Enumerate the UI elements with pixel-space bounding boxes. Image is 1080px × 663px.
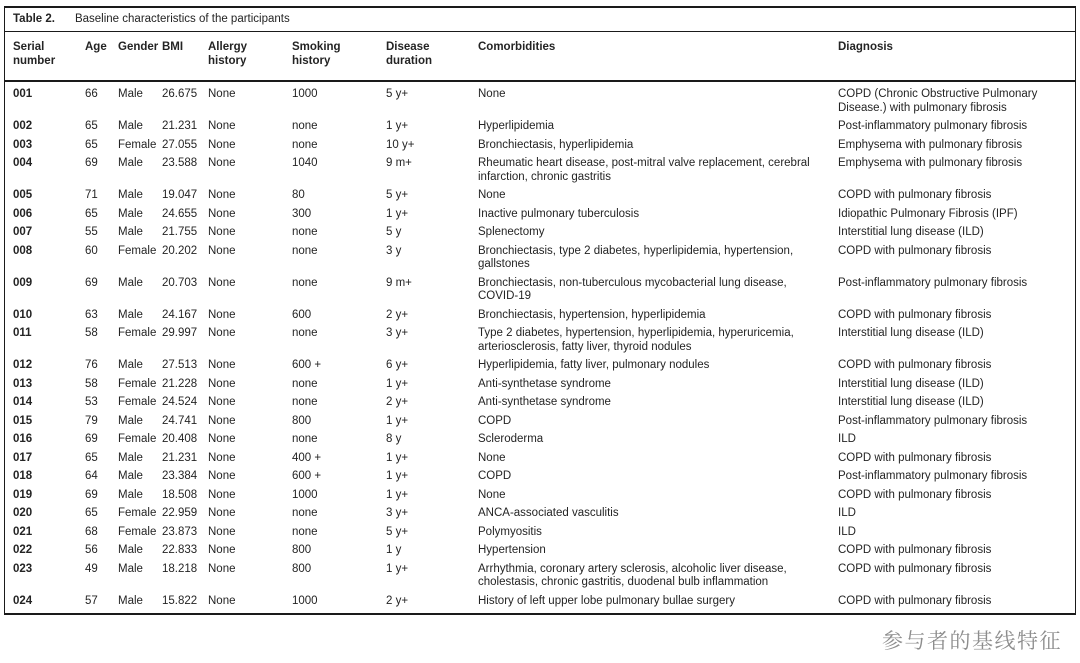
table-row bbox=[5, 412, 1075, 431]
baseline-characteristics-table bbox=[4, 6, 1076, 615]
cell-smoking-history: none bbox=[292, 276, 318, 289]
cell-allergy-history: None bbox=[208, 327, 236, 339]
cell-age: 68 bbox=[85, 525, 98, 538]
cell-bmi: 24.167 bbox=[162, 308, 198, 321]
cell-allergy-history: None bbox=[208, 507, 236, 519]
cell-disease-duration: 3 y bbox=[386, 244, 402, 257]
cell-disease-duration: 9 m+ bbox=[386, 276, 412, 289]
cell-gender: Male bbox=[118, 414, 143, 427]
cell-bmi: 23.873 bbox=[162, 525, 198, 538]
cell-disease-duration: 5 y+ bbox=[386, 525, 409, 538]
cell-diagnosis: Emphysema with pulmonary fibrosis bbox=[838, 138, 1023, 151]
cell-bmi: 20.408 bbox=[162, 433, 198, 445]
table-row bbox=[5, 187, 1075, 206]
cell-age: 65 bbox=[85, 451, 98, 464]
cell-disease-duration: 10 y+ bbox=[386, 138, 415, 151]
header-row bbox=[5, 32, 1075, 81]
cell-allergy-history: None bbox=[208, 470, 236, 482]
cell-bmi: 24.741 bbox=[162, 414, 198, 427]
cell-comorbidities: Type 2 diabetes, hypertension, hyperlipidemia, hyperuricemia, arteriosclerosis, fatty liver, thyroid nodules bbox=[478, 327, 794, 353]
cell-age: 65 bbox=[85, 207, 98, 220]
cell-serial-number: 024 bbox=[13, 594, 33, 607]
cell-allergy-history: None bbox=[208, 120, 236, 132]
cell-disease-duration: 6 y+ bbox=[386, 359, 409, 371]
column-header-serial-number: Serial number bbox=[5, 32, 85, 81]
cell-gender: Male bbox=[118, 308, 143, 321]
table-row bbox=[5, 375, 1075, 394]
cell-disease-duration: 3 y+ bbox=[386, 507, 409, 519]
table-row bbox=[5, 306, 1075, 325]
cell-age: 79 bbox=[85, 414, 98, 427]
cell-comorbidities: Bronchiectasis, type 2 diabetes, hyperlipidemia, hypertension, gallstones bbox=[478, 244, 794, 270]
cell-disease-duration: 1 y+ bbox=[386, 470, 409, 482]
cell-diagnosis: COPD with pulmonary fibrosis bbox=[838, 594, 992, 607]
cell-bmi: 29.997 bbox=[162, 327, 198, 339]
cell-smoking-history: 800 bbox=[292, 562, 312, 575]
cell-serial-number: 021 bbox=[13, 525, 33, 538]
cell-diagnosis: COPD with pulmonary fibrosis bbox=[838, 488, 992, 501]
cell-comorbidities: Anti-synthetase syndrome bbox=[478, 377, 611, 390]
cell-diagnosis: COPD with pulmonary fibrosis bbox=[838, 308, 992, 321]
cell-comorbidities: Rheumatic heart disease, post-mitral valve replacement, cerebral infarction, chronic gastritis bbox=[478, 157, 810, 183]
cell-smoking-history: 800 bbox=[292, 414, 312, 427]
cell-age: 63 bbox=[85, 308, 98, 321]
cell-age: 58 bbox=[85, 377, 98, 390]
cell-age: 76 bbox=[85, 359, 98, 371]
table-title: Baseline characteristics of the participants bbox=[74, 13, 290, 25]
cell-serial-number: 013 bbox=[13, 377, 33, 390]
cell-bmi: 21.228 bbox=[162, 377, 198, 390]
cell-allergy-history: None bbox=[208, 525, 236, 538]
cell-bmi: 27.513 bbox=[162, 359, 198, 371]
cell-allergy-history: None bbox=[208, 207, 236, 220]
cell-disease-duration: 1 y+ bbox=[386, 562, 409, 575]
cell-serial-number: 007 bbox=[13, 226, 33, 238]
cell-smoking-history: none bbox=[292, 244, 318, 257]
cell-disease-duration: 5 y+ bbox=[386, 88, 409, 100]
cell-bmi: 21.231 bbox=[162, 120, 198, 132]
cell-gender: Female bbox=[118, 396, 157, 408]
cell-gender: Male bbox=[118, 88, 143, 100]
cell-comorbidities: None bbox=[478, 451, 506, 464]
table-row bbox=[5, 205, 1075, 224]
cell-serial-number: 003 bbox=[13, 138, 33, 151]
cell-allergy-history: None bbox=[208, 88, 236, 100]
cell-disease-duration: 1 y+ bbox=[386, 377, 409, 390]
cell-gender: Male bbox=[118, 120, 143, 132]
cell-smoking-history: none bbox=[292, 396, 318, 408]
cell-serial-number: 011 bbox=[13, 327, 32, 339]
column-header-age: Age bbox=[85, 32, 118, 81]
cell-age: 69 bbox=[85, 276, 98, 289]
cell-serial-number: 017 bbox=[13, 451, 33, 464]
cell-serial-number: 020 bbox=[13, 507, 33, 519]
table-row bbox=[5, 449, 1075, 468]
cell-diagnosis: COPD with pulmonary fibrosis bbox=[838, 544, 992, 556]
cell-allergy-history: None bbox=[208, 396, 236, 408]
cell-age: 69 bbox=[85, 157, 98, 169]
cell-age: 65 bbox=[85, 507, 98, 519]
cell-serial-number: 008 bbox=[13, 244, 33, 257]
cell-bmi: 18.218 bbox=[162, 562, 198, 575]
cell-comorbidities: COPD bbox=[478, 414, 512, 427]
cell-comorbidities: COPD bbox=[478, 470, 512, 482]
cell-comorbidities: None bbox=[478, 488, 506, 501]
table-row bbox=[5, 136, 1075, 155]
cell-serial-number: 014 bbox=[13, 396, 33, 408]
cell-age: 55 bbox=[85, 226, 98, 238]
cell-diagnosis: ILD bbox=[838, 507, 856, 519]
cell-gender: Male bbox=[118, 451, 143, 464]
cell-serial-number: 004 bbox=[13, 157, 33, 169]
cell-bmi: 23.384 bbox=[162, 470, 198, 482]
cell-diagnosis: Interstitial lung disease (ILD) bbox=[838, 327, 984, 339]
cell-bmi: 21.231 bbox=[162, 451, 198, 464]
cell-gender: Male bbox=[118, 157, 143, 169]
cell-serial-number: 006 bbox=[13, 207, 33, 220]
table-row bbox=[5, 242, 1075, 274]
cell-allergy-history: None bbox=[208, 377, 236, 390]
cell-comorbidities: Arrhythmia, coronary artery sclerosis, alcoholic liver disease, cholestasis, chronic gastritis, duodenal bulb inflammation bbox=[478, 562, 787, 588]
cell-allergy-history: None bbox=[208, 276, 236, 289]
cell-diagnosis: COPD with pulmonary fibrosis bbox=[838, 562, 992, 575]
cell-bmi: 19.047 bbox=[162, 189, 198, 201]
cell-age: 57 bbox=[85, 594, 98, 607]
cell-disease-duration: 1 y+ bbox=[386, 488, 409, 501]
cell-comorbidities: None bbox=[478, 88, 506, 100]
cell-smoking-history: 800 bbox=[292, 544, 312, 556]
table-row bbox=[5, 486, 1075, 505]
cell-gender: Male bbox=[118, 207, 143, 220]
cell-gender: Male bbox=[118, 226, 143, 238]
cell-diagnosis: Post-inflammatory pulmonary fibrosis bbox=[838, 276, 1028, 289]
cell-comorbidities: Polymyositis bbox=[478, 525, 542, 538]
cell-gender: Male bbox=[118, 470, 143, 482]
cell-diagnosis: Post-inflammatory pulmonary fibrosis bbox=[838, 120, 1028, 132]
cell-comorbidities: Bronchiectasis, non-tuberculous mycobacterial lung disease, COVID-19 bbox=[478, 276, 787, 302]
cell-age: 65 bbox=[85, 120, 98, 132]
cell-disease-duration: 1 y+ bbox=[386, 120, 409, 132]
cell-bmi: 20.703 bbox=[162, 276, 198, 289]
cell-smoking-history: 600 bbox=[292, 308, 312, 321]
cell-gender: Male bbox=[118, 488, 143, 501]
cell-comorbidities: Hyperlipidemia bbox=[478, 120, 555, 132]
cell-allergy-history: None bbox=[208, 488, 236, 501]
cell-disease-duration: 2 y+ bbox=[386, 594, 409, 607]
cell-allergy-history: None bbox=[208, 244, 236, 257]
cell-age: 53 bbox=[85, 396, 98, 408]
cell-diagnosis: COPD with pulmonary fibrosis bbox=[838, 359, 992, 371]
cell-disease-duration: 2 y+ bbox=[386, 308, 409, 321]
cell-age: 56 bbox=[85, 544, 98, 556]
cell-disease-duration: 3 y+ bbox=[386, 327, 409, 339]
column-header-gender: Gender bbox=[118, 32, 162, 81]
cell-smoking-history: none bbox=[292, 226, 318, 238]
cell-serial-number: 001 bbox=[13, 88, 33, 100]
chinese-caption: 参与者的基线特征 bbox=[882, 630, 1062, 653]
cell-diagnosis: Interstitial lung disease (ILD) bbox=[838, 377, 984, 390]
cell-allergy-history: None bbox=[208, 189, 236, 201]
cell-allergy-history: None bbox=[208, 308, 236, 321]
cell-disease-duration: 1 y bbox=[386, 544, 402, 556]
cell-bmi: 22.833 bbox=[162, 544, 198, 556]
table-row bbox=[5, 431, 1075, 450]
cell-serial-number: 016 bbox=[13, 433, 33, 445]
table-row bbox=[5, 274, 1075, 306]
column-header-smoking-history: Smoking history bbox=[292, 32, 386, 81]
cell-diagnosis: Interstitial lung disease (ILD) bbox=[838, 396, 984, 408]
table-row bbox=[5, 394, 1075, 413]
cell-allergy-history: None bbox=[208, 451, 236, 464]
cell-smoking-history: 1000 bbox=[292, 88, 318, 100]
cell-serial-number: 019 bbox=[13, 488, 33, 501]
cell-smoking-history: 1000 bbox=[292, 594, 318, 607]
cell-smoking-history: none bbox=[292, 433, 318, 445]
cell-allergy-history: None bbox=[208, 138, 236, 151]
cell-diagnosis: ILD bbox=[838, 525, 856, 538]
cell-serial-number: 002 bbox=[13, 120, 33, 132]
cell-allergy-history: None bbox=[208, 359, 236, 371]
cell-comorbidities: None bbox=[478, 189, 506, 201]
table-row bbox=[5, 357, 1075, 376]
cell-gender: Male bbox=[118, 189, 143, 201]
cell-smoking-history: none bbox=[292, 507, 318, 519]
cell-diagnosis: Emphysema with pulmonary fibrosis bbox=[838, 157, 1023, 169]
cell-allergy-history: None bbox=[208, 562, 236, 575]
table-row bbox=[5, 224, 1075, 243]
cell-age: 64 bbox=[85, 470, 98, 482]
cell-allergy-history: None bbox=[208, 226, 236, 238]
cell-diagnosis: Post-inflammatory pulmonary fibrosis bbox=[838, 470, 1028, 482]
cell-age: 71 bbox=[85, 189, 98, 201]
cell-bmi: 27.055 bbox=[162, 138, 198, 151]
data-table bbox=[5, 32, 1075, 613]
cell-smoking-history: none bbox=[292, 377, 318, 390]
cell-allergy-history: None bbox=[208, 433, 236, 445]
cell-smoking-history: 600 + bbox=[292, 359, 322, 371]
table-row bbox=[5, 592, 1075, 613]
cell-comorbidities: Hypertension bbox=[478, 544, 546, 556]
cell-comorbidities: Scleroderma bbox=[478, 433, 544, 445]
cell-disease-duration: 8 y bbox=[386, 433, 402, 445]
cell-serial-number: 015 bbox=[13, 414, 33, 427]
cell-serial-number: 022 bbox=[13, 544, 33, 556]
column-header-diagnosis: Diagnosis bbox=[838, 32, 1075, 81]
cell-smoking-history: 400 + bbox=[292, 451, 322, 464]
cell-serial-number: 023 bbox=[13, 562, 33, 575]
table-title-row bbox=[5, 8, 1075, 32]
table-row bbox=[5, 523, 1075, 542]
cell-serial-number: 010 bbox=[13, 308, 33, 321]
cell-diagnosis: Post-inflammatory pulmonary fibrosis bbox=[838, 414, 1028, 427]
cell-allergy-history: None bbox=[208, 157, 236, 169]
cell-age: 60 bbox=[85, 244, 98, 257]
cell-bmi: 18.508 bbox=[162, 488, 198, 501]
cell-comorbidities: Anti-synthetase syndrome bbox=[478, 396, 611, 408]
cell-gender: Male bbox=[118, 594, 143, 607]
cell-disease-duration: 1 y+ bbox=[386, 451, 409, 464]
column-header-disease-duration: Disease duration bbox=[386, 32, 478, 81]
cell-comorbidities: Bronchiectasis, hypertension, hyperlipidemia bbox=[478, 308, 706, 321]
cell-comorbidities: Bronchiectasis, hyperlipidemia bbox=[478, 138, 634, 151]
cell-allergy-history: None bbox=[208, 544, 236, 556]
cell-disease-duration: 5 y bbox=[386, 226, 402, 238]
cell-age: 66 bbox=[85, 88, 98, 100]
cell-age: 65 bbox=[85, 138, 98, 151]
column-header-bmi: BMI bbox=[162, 32, 208, 81]
cell-bmi: 20.202 bbox=[162, 244, 198, 257]
cell-diagnosis: COPD with pulmonary fibrosis bbox=[838, 189, 992, 201]
cell-gender: Female bbox=[118, 244, 157, 257]
cell-diagnosis: ILD bbox=[838, 433, 856, 445]
cell-allergy-history: None bbox=[208, 414, 236, 427]
cell-diagnosis: COPD with pulmonary fibrosis bbox=[838, 244, 992, 257]
cell-bmi: 23.588 bbox=[162, 157, 198, 169]
table-row bbox=[5, 505, 1075, 524]
table-row bbox=[5, 155, 1075, 187]
cell-comorbidities: Inactive pulmonary tuberculosis bbox=[478, 207, 640, 220]
cell-gender: Male bbox=[118, 276, 143, 289]
cell-gender: Female bbox=[118, 525, 157, 538]
cell-bmi: 22.959 bbox=[162, 507, 198, 519]
cell-gender: Male bbox=[118, 544, 143, 556]
table-row bbox=[5, 118, 1075, 137]
cell-gender: Female bbox=[118, 377, 157, 390]
cell-smoking-history: none bbox=[292, 525, 318, 538]
cell-serial-number: 018 bbox=[13, 470, 33, 482]
cell-serial-number: 005 bbox=[13, 189, 33, 201]
table-body bbox=[5, 81, 1075, 613]
cell-gender: Male bbox=[118, 359, 143, 371]
cell-age: 49 bbox=[85, 562, 98, 575]
cell-disease-duration: 9 m+ bbox=[386, 157, 412, 169]
cell-disease-duration: 2 y+ bbox=[386, 396, 409, 408]
cell-gender: Male bbox=[118, 562, 143, 575]
column-header-comorbidities: Comorbidities bbox=[478, 32, 838, 81]
cell-disease-duration: 5 y+ bbox=[386, 189, 409, 201]
cell-diagnosis: COPD (Chronic Obstructive Pulmonary Disease.) with pulmonary fibrosis bbox=[838, 88, 1038, 114]
table-number-label: Table 2. bbox=[13, 13, 55, 25]
cell-gender: Female bbox=[118, 507, 157, 519]
cell-comorbidities: ANCA-associated vasculitis bbox=[478, 507, 619, 519]
cell-diagnosis: COPD with pulmonary fibrosis bbox=[838, 451, 992, 464]
cell-bmi: 24.524 bbox=[162, 396, 198, 408]
column-header-allergy-history: Allergy history bbox=[208, 32, 292, 81]
cell-serial-number: 009 bbox=[13, 276, 33, 289]
cell-age: 69 bbox=[85, 488, 98, 501]
cell-age: 69 bbox=[85, 433, 98, 445]
cell-comorbidities: Hyperlipidemia, fatty liver, pulmonary nodules bbox=[478, 359, 710, 371]
cell-bmi: 26.675 bbox=[162, 88, 198, 100]
cell-smoking-history: none bbox=[292, 120, 318, 132]
cell-smoking-history: 80 bbox=[292, 189, 305, 201]
cell-smoking-history: 1040 bbox=[292, 157, 318, 169]
cell-age: 58 bbox=[85, 327, 98, 339]
cell-smoking-history: none bbox=[292, 327, 318, 339]
cell-bmi: 24.655 bbox=[162, 207, 198, 220]
cell-disease-duration: 1 y+ bbox=[386, 414, 409, 427]
cell-diagnosis: Idiopathic Pulmonary Fibrosis (IPF) bbox=[838, 207, 1018, 220]
cell-bmi: 21.755 bbox=[162, 226, 198, 238]
cell-allergy-history: None bbox=[208, 594, 236, 607]
table-row bbox=[5, 560, 1075, 592]
table-row bbox=[5, 325, 1075, 357]
cell-disease-duration: 1 y+ bbox=[386, 207, 409, 220]
cell-serial-number: 012 bbox=[13, 359, 33, 371]
cell-smoking-history: 600 + bbox=[292, 470, 322, 482]
cell-smoking-history: 1000 bbox=[292, 488, 318, 501]
cell-smoking-history: 300 bbox=[292, 207, 312, 220]
cell-gender: Female bbox=[118, 433, 157, 445]
cell-comorbidities: Splenectomy bbox=[478, 226, 545, 238]
cell-smoking-history: none bbox=[292, 138, 318, 151]
table-row bbox=[5, 542, 1075, 561]
table-row bbox=[5, 468, 1075, 487]
cell-gender: Female bbox=[118, 327, 157, 339]
cell-comorbidities: History of left upper lobe pulmonary bullae surgery bbox=[478, 594, 735, 607]
table-row bbox=[5, 81, 1075, 118]
cell-bmi: 15.822 bbox=[162, 594, 198, 607]
cell-diagnosis: Interstitial lung disease (ILD) bbox=[838, 226, 984, 238]
cell-gender: Female bbox=[118, 138, 157, 151]
